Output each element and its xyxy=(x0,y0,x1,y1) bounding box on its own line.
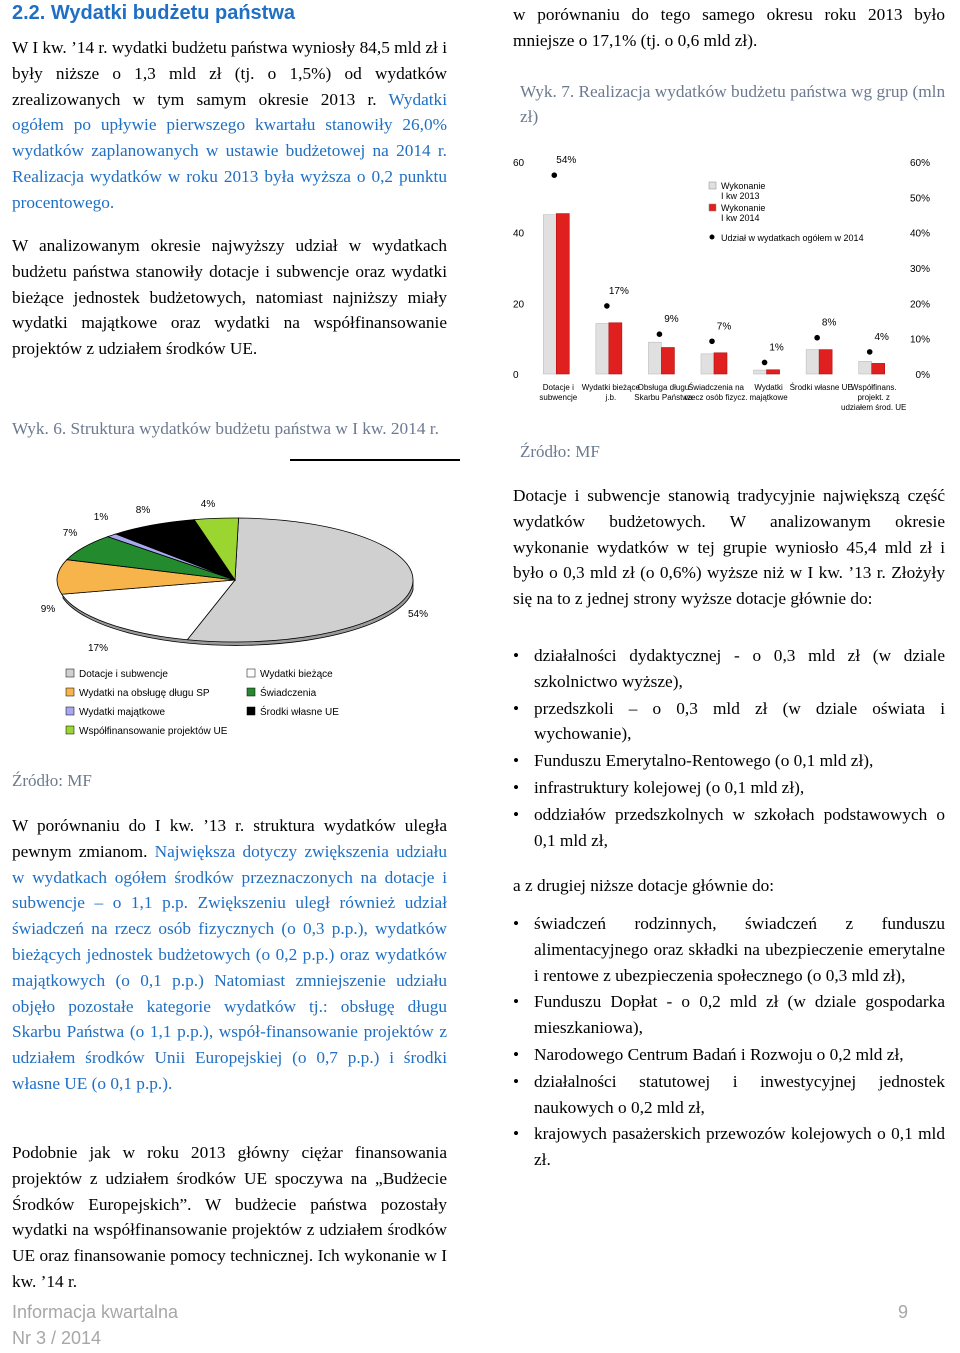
list-item: • działalności dydaktycznej - o 0,3 mld zł (w dziale szkolnictwo wyższe), xyxy=(513,643,945,695)
structure-paragraph: W analizowanym okresie najwyższy udział w wydatkach budżetu państwa stanowiły dotacje i subwencje oraz wydatki bieżące jednostek budżetowych, natomiast najniższy miały wydatki majątkowe oraz wydatki na współfinansowanie projektów z udziałem środków UE. xyxy=(12,236,447,359)
bar-chart xyxy=(500,150,950,420)
share-point xyxy=(551,172,557,178)
legend-swatch-swiadczenia xyxy=(247,688,255,696)
share-point xyxy=(657,331,663,337)
share-point-label: 17% xyxy=(608,285,629,297)
bar-2014 xyxy=(819,350,832,374)
category-label: Wydatki xyxy=(754,383,783,392)
section-title: 2.2. Wydatki budżetu państwa xyxy=(12,2,296,24)
bar-2013 xyxy=(648,342,661,374)
pie-legend xyxy=(66,669,339,737)
list-item: • oddziałów przedszkolnych w szkołach podstawowych o 0,1 mld zł, xyxy=(513,802,945,854)
comparison-text-a: W porównaniu do I kw. ’13 r. struktura wydatków uległa pewnym zmianom. xyxy=(12,816,447,861)
bar-2014 xyxy=(556,214,569,374)
pie-slice-label: 54% xyxy=(407,609,429,620)
legend-label: Udział w wydatkach ogółem w 2014 xyxy=(721,233,864,243)
category-label: Dotacje i xyxy=(542,383,574,392)
figure6-source: Źródło: MF xyxy=(12,771,92,790)
category-label: subwencje xyxy=(539,393,578,402)
page-number: 9 xyxy=(898,1302,909,1322)
legend-label-srodki: Środki własne UE xyxy=(260,707,339,718)
bar-2013 xyxy=(543,215,556,374)
bar-2013 xyxy=(701,354,714,374)
intro-paragraph xyxy=(12,35,447,216)
higher-subsidies-list xyxy=(513,643,945,853)
figure6-caption: Wyk. 6. Struktura wydatków budżetu państwa w I kw. 2014 r. xyxy=(12,419,439,438)
category-label: Wydatki bieżące xyxy=(581,383,640,392)
legend-swatch-biezace xyxy=(247,669,255,677)
legend-label: Wykonanie xyxy=(721,203,766,213)
pie-slice-label: 17% xyxy=(87,643,109,654)
share-point xyxy=(604,303,610,309)
eu-paragraph: Podobnie jak w roku 2013 główny ciężar finansowania projektów z udziałem środków UE spoczywa na „Budżecie Środków Europejskich”. W budżecie państwa pozostały wydatki na współfinansowanie projektów z udziałem środków UE oraz finansowanie pomocy technicznej. Ich wykonanie w I kw. ’14 r. xyxy=(12,1143,447,1291)
legend-label-dotacje: Dotacje i subwencje xyxy=(79,669,168,680)
share-point-label: 4% xyxy=(874,331,889,343)
legend-marker xyxy=(710,235,715,240)
legend-swatch-wspolfin xyxy=(66,726,74,734)
bar-2013 xyxy=(754,370,767,374)
list-item: • Funduszu Emerytalno-Rentowego (o 0,1 mld zł), xyxy=(513,748,945,774)
footer-issue: Nr 3 / 2014 xyxy=(12,1328,102,1348)
category-label: rzecz osób fizycz. xyxy=(684,393,748,402)
category-label: Obsługa długu xyxy=(637,383,690,392)
subsidies-paragraph: Dotacje i subwencje stanowią tradycyjnie największą część wydatków budżetowych. W analizowanym okresie wykonanie wydatków w tej grupie wyniosło 45,4 mld zł i było o 0,3 mld zł (o 0,6%) wyższe niż w I kw. ’13 r. Złożyły się na to z jednej strony wyższe dotacje głównie do: xyxy=(513,486,945,609)
legend-swatch xyxy=(709,204,716,211)
legend-label-wspolfin: Współfinansowanie projektów UE xyxy=(79,726,228,737)
y2-tick-label: 60% xyxy=(909,158,930,169)
list-item: • działalności statutowej i inwestycyjnej jednostek naukowych o 0,2 mld zł, xyxy=(513,1069,945,1121)
y-tick-label: 20 xyxy=(513,299,525,311)
legend-swatch-dotacje xyxy=(66,669,74,677)
share-point-label: 9% xyxy=(664,314,679,326)
share-point-label: 8% xyxy=(821,317,837,329)
footer-title: Informacja kwartalna xyxy=(12,1302,179,1322)
legend-label-biezace: Wydatki bieżące xyxy=(260,669,333,680)
legend-label: I kw 2014 xyxy=(721,213,760,223)
lower-subsidies-intro: a z drugiej niższe dotacje głównie do: xyxy=(513,876,775,895)
intro-text-c: Realizacja wydatków w roku 2013 była wyższa o 0,2 punktu procentowego. xyxy=(12,166,447,212)
y-tick-label: 60 xyxy=(513,158,525,169)
lower-subsidies-list xyxy=(513,911,945,1173)
bar-2013 xyxy=(859,361,872,374)
comparison-text-b: Największa dotyczy zwiększenia udziału w wydatkach ogółem środków przeznaczonych na dotacje i subwencje – o 1,1 p.p. Zwiększeniu uległ również udział świadczeń na rzecz osób fizycznych (o 0,3 p.p.), wydatków bieżących jednostek budżetowych (o 0,2 p.p.) oraz wydatków majątkowych (o 0,1 p.p.) Natomiast zmniejszenie udziału objęło pozostałe kategorie wydatków tj.: obsługę długu Skarbu Państwa (o 1,1 p.p.), współ-finansowanie projektów z udziałem środków Unii Europejskiej (o 0,7 p.p.) i środki własne UE (o 0,1 p.p.). xyxy=(12,841,447,1093)
legend-swatch-srodki xyxy=(247,707,255,715)
pie-slice-label: 9% xyxy=(40,604,56,615)
legend-swatch-majatkowe xyxy=(66,707,74,715)
category-label: majątkowe xyxy=(749,393,788,402)
share-point xyxy=(867,349,873,355)
share-point xyxy=(762,360,768,366)
y2-tick-label: 10% xyxy=(909,334,930,346)
category-label: Skarbu Państwa xyxy=(634,393,693,402)
legend-label: Wykonanie xyxy=(721,181,766,191)
bar-2014 xyxy=(714,353,727,374)
bar-2013 xyxy=(596,323,609,374)
figure7-caption: Wyk. 7. Realizacja wydatków budżetu państwa wg grup (mln zł) xyxy=(520,82,946,126)
bar-2014 xyxy=(767,370,780,374)
list-item: • Narodowego Centrum Badań i Rozwoju o 0,2 mld zł, xyxy=(513,1042,945,1068)
share-point xyxy=(709,338,715,344)
legend-swatch xyxy=(709,182,716,189)
list-item: • Funduszu Dopłat - o 0,2 mld zł (w dziale gospodarka mieszkaniowa), xyxy=(513,989,945,1041)
bar-2013 xyxy=(806,350,819,374)
pie-slice-label: 7% xyxy=(62,528,78,539)
intro-text-a: W I kw. ’14 r. wydatki budżetu państwa wyniosły 84,5 mld zł i były niższe o 1,3 mld zł (tj. o 1,5%) od wydatków zrealizowanych w tym samym okresie 2013 r. xyxy=(12,38,447,109)
comparison-paragraph xyxy=(12,813,447,1097)
share-point-label: 1% xyxy=(769,342,784,354)
bar-2014 xyxy=(872,363,885,374)
legend-swatch-dlug xyxy=(66,688,74,696)
y2-tick-label: 30% xyxy=(909,264,930,275)
pie-slice-label: 1% xyxy=(93,512,109,523)
category-label: Środki własne UE xyxy=(789,383,853,392)
legend-label-dlug: Wydatki na obsługę długu SP xyxy=(79,688,210,699)
intro-text-b: Wydatki ogółem po upływie pierwszego kwartału stanowiły 26,0% wydatków zaplanowanych w ustawie budżetowej na 2014 r. xyxy=(12,89,447,161)
continuation-paragraph: w porównaniu do tego samego okresu roku 2013 było mniejsze o 17,1% (tj. o 0,6 mld zł). xyxy=(513,5,945,50)
legend-label: I kw 2013 xyxy=(721,191,760,201)
list-item: • krajowych pasażerskich przewozów kolejowych o 0,1 mld zł. xyxy=(513,1121,945,1173)
figure7-source: Źródło: MF xyxy=(520,442,600,461)
y2-tick-label: 20% xyxy=(909,299,930,311)
bar-2014 xyxy=(609,323,622,374)
share-point-label: 54% xyxy=(556,155,577,167)
share-point xyxy=(814,335,820,341)
category-label: projekt. z xyxy=(857,393,890,402)
bar-2014 xyxy=(661,348,674,375)
category-label: Świadczenia na xyxy=(687,383,745,392)
y-tick-label: 40 xyxy=(513,228,525,240)
category-label: j.b. xyxy=(605,393,617,402)
category-label: Współfinans. xyxy=(850,383,897,392)
legend-label-swiadczenia: Świadczenia xyxy=(260,688,317,699)
legend-label-majatkowe: Wydatki majątkowe xyxy=(79,707,166,718)
y2-tick-label: 0% xyxy=(915,370,930,381)
y2-tick-label: 40% xyxy=(909,228,930,240)
y2-tick-label: 50% xyxy=(909,193,930,205)
category-label: udziałem środ. UE xyxy=(841,403,907,412)
pie-slice-label: 4% xyxy=(200,499,216,510)
share-point-label: 7% xyxy=(716,321,732,333)
list-item: • przedszkoli – o 0,3 mld zł (w dziale oświata i wychowanie), xyxy=(513,696,945,748)
pie-slice-label: 8% xyxy=(135,505,151,516)
list-item: • infrastruktury kolejowej (o 0,1 mld zł), xyxy=(513,775,945,801)
list-item: • świadczeń rodzinnych, świadczeń z funduszu alimentacyjnego oraz składki na ubezpieczenie emerytalne i rentowe z ubezpieczenia społecznego (o 0,3 mld zł), xyxy=(513,911,945,988)
caption-rule xyxy=(290,459,460,461)
y-tick-label: 0 xyxy=(513,370,519,381)
pie-chart xyxy=(12,470,462,760)
